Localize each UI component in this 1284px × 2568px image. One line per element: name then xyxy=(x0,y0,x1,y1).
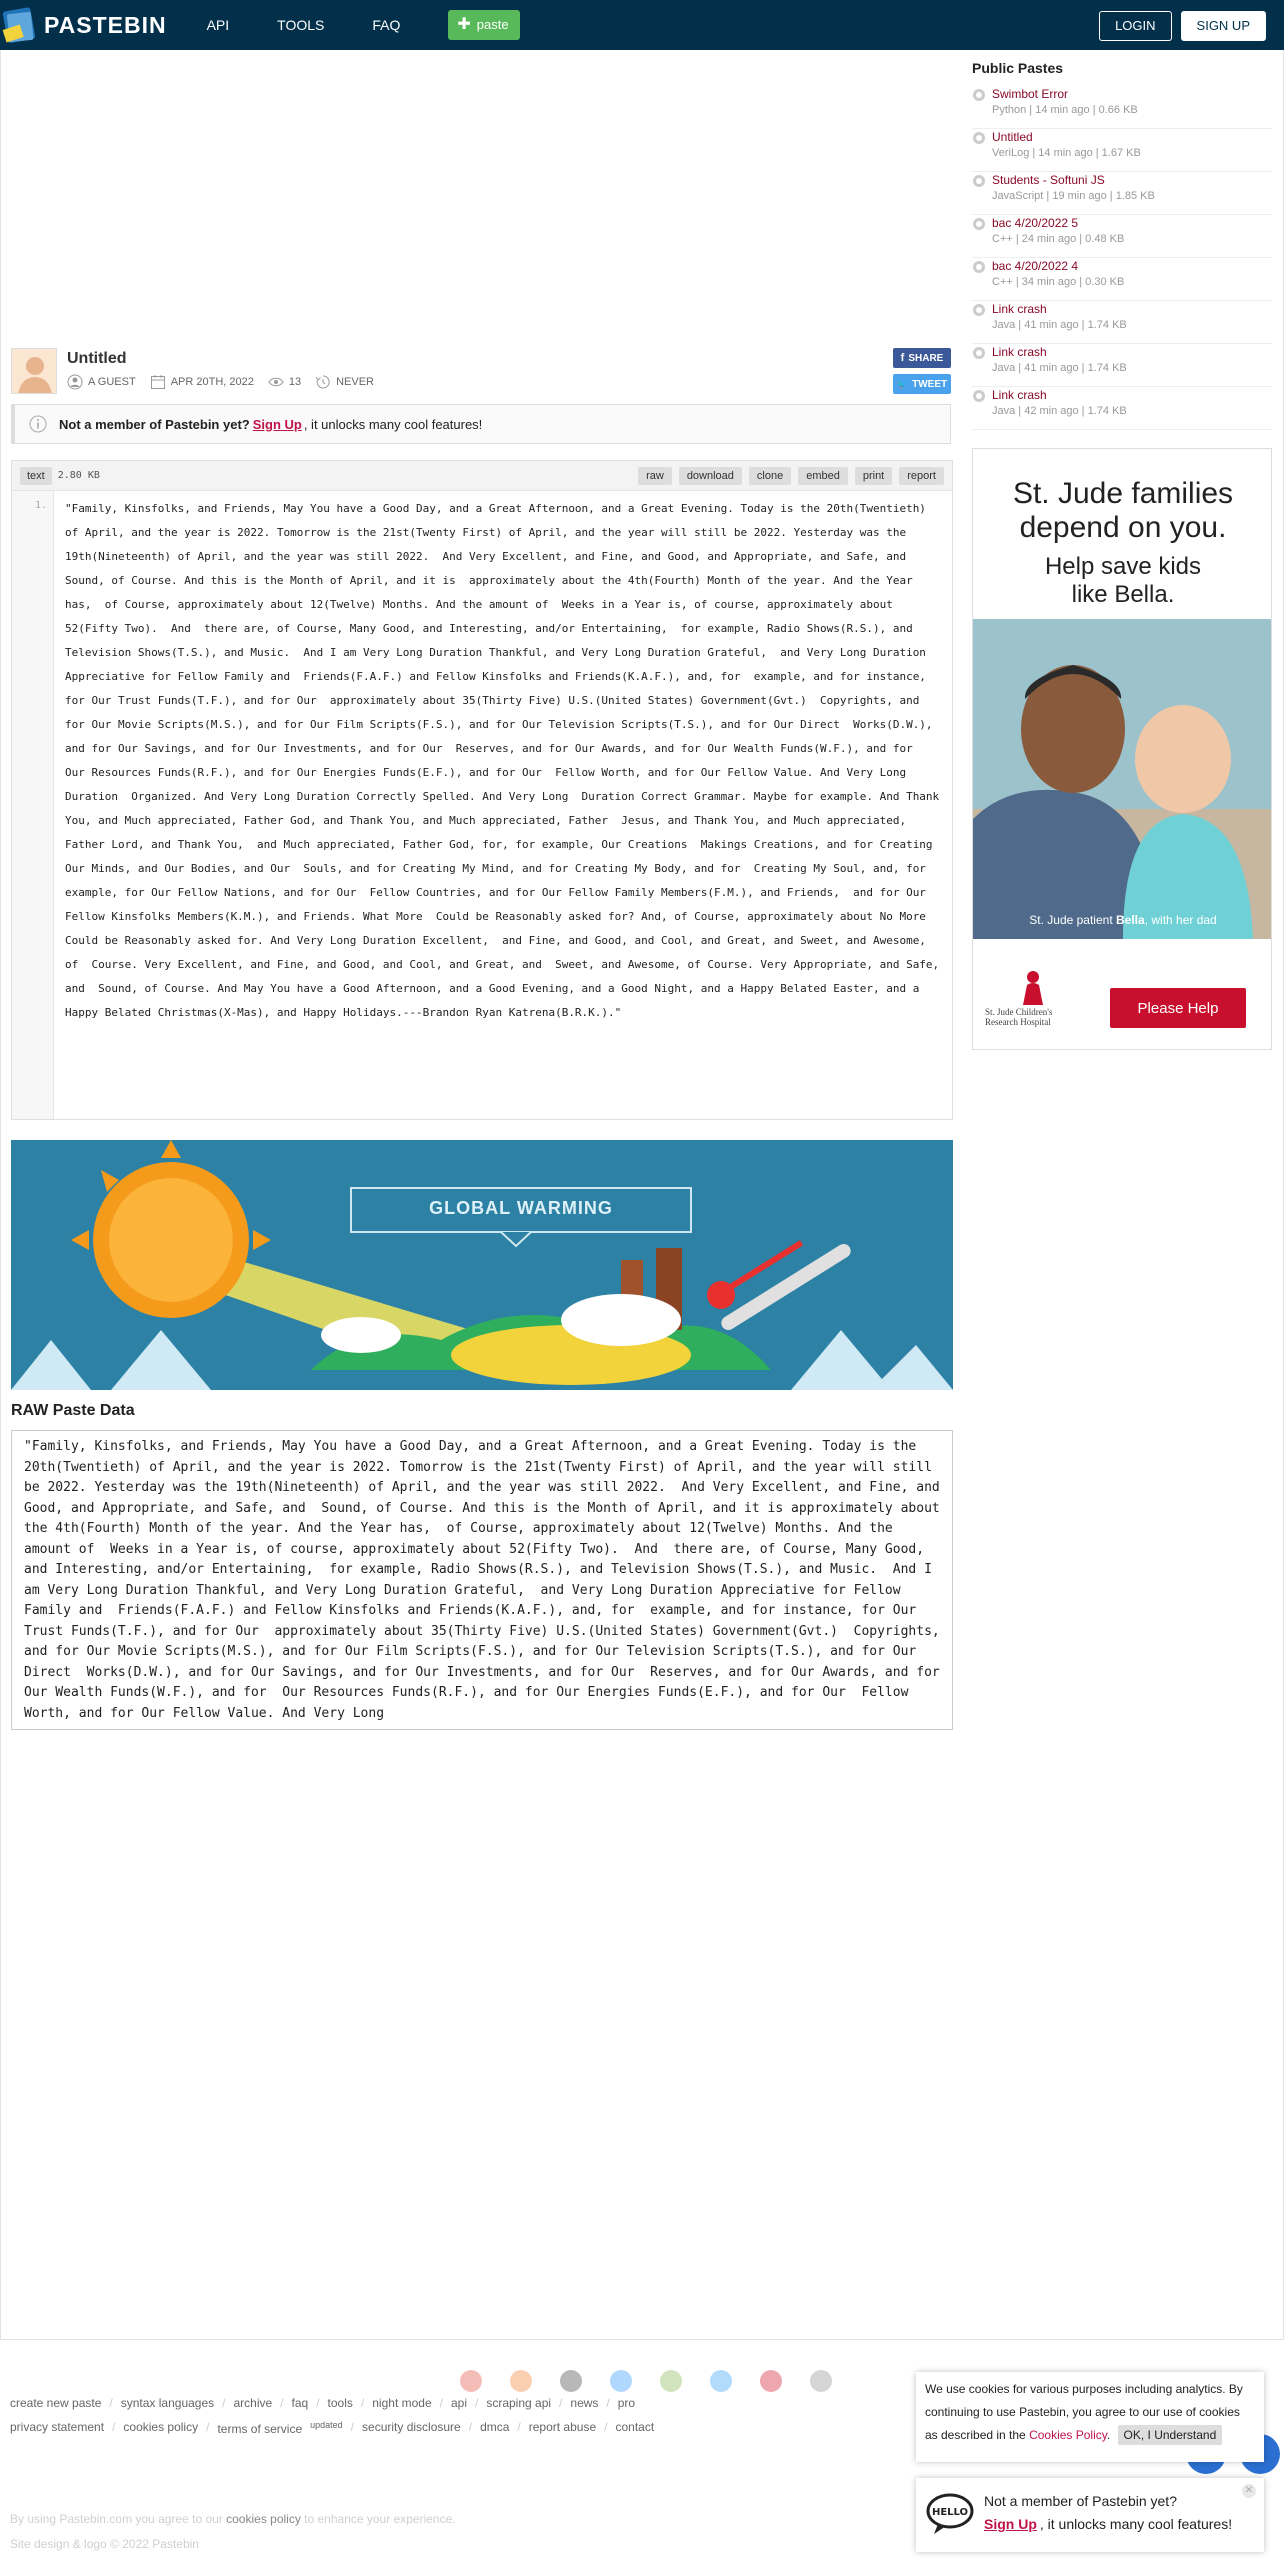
ad-headline-4: like Bella. xyxy=(1071,581,1175,608)
public-paste-name[interactable]: bac 4/20/2022 4 xyxy=(992,259,1079,273)
public-paste-item[interactable] xyxy=(972,301,1272,344)
footer-link[interactable]: syntax languages xyxy=(120,2396,215,2410)
ad-photo xyxy=(973,619,1272,939)
public-paste-name[interactable]: bac 4/20/2022 5 xyxy=(992,216,1079,230)
hello-bubble-icon xyxy=(926,2492,974,2536)
st-jude-ad[interactable] xyxy=(972,448,1272,1050)
paste-globe-icon xyxy=(972,260,986,274)
line-number: 1. xyxy=(34,500,47,511)
cookie-text: We use cookies for various purposes including analytics. By continuing to use Pastebin, you agree to our use of cookies as described in the xyxy=(925,2382,1243,2442)
browser-extensions xyxy=(460,2370,860,2392)
ad-caption-post: , with her dad xyxy=(1144,913,1217,927)
public-paste-name[interactable]: Link crash xyxy=(992,345,1047,359)
info-icon xyxy=(29,415,47,433)
views-meta xyxy=(268,374,301,390)
paste-date: APR 20TH, 2022 xyxy=(170,376,254,388)
top-header xyxy=(0,0,1284,50)
please-help-button[interactable]: Please Help xyxy=(1110,988,1246,1028)
date-meta xyxy=(150,374,254,390)
footer-link[interactable]: news xyxy=(570,2396,599,2410)
paste-content[interactable]: "Family, Kinsfolks, and Friends, May You have a Good Day, and a Great Afternoon, and a Great Evening. Today is the 20th(Twentieth) of April, and the year is 2022. Tomorrow is the 21st(Twenty First) of April, and the year will still be 2022. Yesterday was the 19th(Nineteenth) of April, and the year was still 2022. And Very Excellent, and Fine, and Good, and Appropriate, and Safe, and Sound, of Course. And this is the Month of April, and it is approximately about the 4th(Fourth) Month of the year. And the Year has, of Course, approximately about 12(Twelve) Months. And the amount of Weeks in a Year is, of course, approximately about 52(Fifty Two). And there are, of Course, Many Good, and Interesting, and/or Entertaining, for example, Radio Shows(R.S.), and Television Shows(T.S.), and Music. And I am Very Long Duration Thankful, and Very Long Duration Grateful, and Very Long Duration Appreciative for Fellow Family and Friends(F.A.F.) and Fellow Kinsfolks and Friends(K.A.F.), and, for example, and for instance, for Our Trust Funds(T.F.), and for Our approximately about 35(Thirty Five) U.S.(United States) Government(Gvt.) Copyrights, and for Our Movie Scripts(M.S.), and for Our Film Scripts(F.S.), and for Our Television Scripts(T.S.), and for Our Direct Works(D.W.), and for Our Savings, and for Our Investments, and for Our Reserves, and for Our Awards, and for Our Wealth Funds(W.F.), and for Our Resources Funds(R.F.), and for Our Energies Funds(E.F.), and for Our Fellow Worth, and for Our Fellow Value. And Very Long Duration Organized. And Very Long Duration Correctly Spelled. And Very Long Duration Correct Grammar. Maybe for example. And Thank You, and Much appreciated, Father God, and Thank You, and Much appreciated, Father Jesus, and Thank You, and Much appreciated, Father Lord, and Thank You, and Much appreciated, Father God, for, for example, Our Creations Makings Creations, and for Creating Our Minds, and Our Bodies, and Our Souls, and for Creating My Mind, and for Creating My Body, and for Creating My Soul, and, for example, for Our Fellow Nations, and for Our Fellow Countries, and for Our Fellow Family Members(F.M.), and Friends, and for Our Fellow Kinsfolks Members(K.M.), and Friends. What More Could be Reasonably asked for? And, of Course, approximately about No More Could be Reasonably asked for. And Very Long Duration Excellent, and Fine, and Good, and Cool, and Great, and Sweet, and Awesome, of Course. Very Excellent, and Fine, and Good, and Cool, and Great, and Sweet, and Awesome, of Course. Very Appropriate, and Safe, and Sound, of Course. And May You have a Good Afternoon, and a Good Evening, and a Good Night, and a Happy Belated Easter, and a Happy Belated Christmas(X-Mas), and Happy Holidays.---Brandon Ryan Katrena(B.R.K.)." xyxy=(65,502,946,1019)
author-meta xyxy=(67,374,136,390)
footer-link[interactable]: cookies policy xyxy=(123,2420,199,2434)
nav-tools[interactable]: TOOLS xyxy=(277,17,325,33)
svg-text:HELLO: HELLO xyxy=(931,2507,969,2518)
twitter-icon: 🐦 xyxy=(896,378,909,389)
public-paste-name[interactable]: Students - Softuni JS xyxy=(992,173,1105,187)
public-pastes-title: Public Pastes xyxy=(972,60,1064,76)
notice-text: Not a member of Pastebin yet? xyxy=(59,416,250,432)
embed-button[interactable]: embed xyxy=(798,467,848,485)
footer-copyright: Site design & logo © 2022 Pastebin xyxy=(10,2537,199,2551)
notice-signup-link[interactable]: Sign Up xyxy=(252,416,302,432)
paste-globe-icon xyxy=(972,131,986,145)
signup-popup xyxy=(916,2478,1264,2552)
ad-headline-3: Help save kids xyxy=(1044,553,1202,580)
paste-meta xyxy=(67,374,388,390)
public-paste-item[interactable] xyxy=(972,172,1272,215)
footer-link[interactable]: pro xyxy=(617,2396,636,2410)
ad-headline-2: depend on you. xyxy=(1019,511,1227,544)
cookie-consent: We use cookies for various purposes including analytics. By continuing to use Pastebin, you agree to our use of cookies as described in the Cookies Policy. OK, I Understand xyxy=(916,2372,1264,2462)
public-paste-meta: Java | 41 min ago | 1.74 KB xyxy=(992,319,1127,331)
paste-globe-icon xyxy=(972,217,986,231)
public-paste-meta: Java | 42 min ago | 1.74 KB xyxy=(992,405,1127,417)
footer-link[interactable]: api xyxy=(450,2396,467,2410)
paste-globe-icon xyxy=(972,346,986,360)
footer-link[interactable]: faq xyxy=(291,2396,309,2410)
syntax-tag[interactable]: text xyxy=(20,467,52,485)
nav-api[interactable]: API xyxy=(206,17,230,33)
expiry-icon xyxy=(315,374,331,390)
footer-note-pre: By using Pastebin.com you agree to our xyxy=(10,2512,227,2526)
public-paste-meta: JavaScript | 19 min ago | 1.85 KB xyxy=(992,190,1155,202)
mac-icon[interactable] xyxy=(710,2370,732,2392)
global-warming-illustration xyxy=(11,1140,953,1390)
footer-links-row1: create new paste / syntax languages / archive / faq / tools / night mode / api / scraping api / news / pro xyxy=(10,2396,636,2410)
top-ad-space xyxy=(11,50,953,340)
auth-buttons xyxy=(1099,11,1266,41)
public-paste-item[interactable] xyxy=(972,258,1272,301)
footer-link[interactable]: tools xyxy=(327,2396,353,2410)
public-paste-meta: Java | 41 min ago | 1.74 KB xyxy=(992,362,1127,374)
pastebin-logo[interactable] xyxy=(2,5,167,45)
report-button[interactable]: report xyxy=(899,467,944,485)
expiry-meta xyxy=(315,374,374,390)
firefox-icon[interactable] xyxy=(510,2370,532,2392)
st-jude-logo-text xyxy=(985,1007,1052,1027)
popup-rest: , it unlocks many cool features! xyxy=(1039,2516,1233,2532)
updated-badge: updated xyxy=(310,2420,343,2430)
paste-title: Untitled xyxy=(67,350,127,367)
plus-icon: ✚ xyxy=(457,16,471,33)
code-toolbar xyxy=(12,461,952,491)
facebook-share-button[interactable] xyxy=(893,348,951,368)
footer-link[interactable]: security disclosure xyxy=(362,2420,461,2434)
public-paste-name[interactable]: Untitled xyxy=(992,130,1033,144)
footer-link[interactable]: report abuse xyxy=(528,2420,597,2434)
popup-subtitle xyxy=(984,2516,1232,2532)
raw-button[interactable]: raw xyxy=(638,467,672,485)
public-paste-meta: C++ | 34 min ago | 0.30 KB xyxy=(992,276,1125,288)
ios-icon[interactable] xyxy=(560,2370,582,2392)
eye-icon xyxy=(268,374,284,390)
public-paste-meta: VeriLog | 14 min ago | 1.67 KB xyxy=(992,147,1141,159)
android-icon[interactable] xyxy=(660,2370,682,2392)
paste-globe-icon xyxy=(972,88,986,102)
st-jude-logo-line-2: Research Hospital xyxy=(985,1017,1051,1027)
logo-text: PASTEBIN xyxy=(44,11,167,38)
main-nav xyxy=(207,17,449,33)
code-body xyxy=(12,491,952,1119)
chrome-icon[interactable] xyxy=(460,2370,482,2392)
footer-cookie-note xyxy=(10,2512,456,2526)
ad-headline-1: St. Jude families xyxy=(1012,477,1234,510)
new-paste-button[interactable] xyxy=(448,10,519,40)
close-icon[interactable]: ✕ xyxy=(1242,2484,1256,2498)
paste-code-box xyxy=(11,460,953,1120)
paste-size: 2.80 KB xyxy=(57,470,100,481)
paste-globe-icon xyxy=(972,303,986,317)
terms-label: terms of service xyxy=(217,2422,303,2436)
public-paste-item[interactable] xyxy=(972,215,1272,258)
footer-link[interactable]: privacy statement xyxy=(10,2420,105,2434)
footer-links-row2: privacy statement / cookies policy / terms of service $^{updated}$ / security disclosure / dmca / report abuse / contact xyxy=(10,2420,655,2436)
public-paste-item[interactable] xyxy=(972,387,1272,430)
facebook-icon: f xyxy=(900,352,905,364)
public-paste-name[interactable]: Swimbot Error xyxy=(992,87,1069,101)
twitter-tweet-button[interactable] xyxy=(893,374,951,394)
paste-expiry: NEVER xyxy=(336,376,374,388)
public-pastes-list xyxy=(972,86,1272,430)
paste-info xyxy=(11,348,953,448)
footer-link[interactable] xyxy=(217,2420,342,2436)
tweet-label: TWEET xyxy=(912,378,948,390)
user-icon xyxy=(67,374,83,390)
raw-paste-title: RAW Paste Data xyxy=(11,1402,135,1419)
st-jude-logo-icon xyxy=(1013,967,1053,1007)
ad-caption-name: Bella xyxy=(1116,913,1145,927)
st-jude-logo-line-1: St. Jude Children's xyxy=(985,1007,1053,1017)
footer-link[interactable]: night mode xyxy=(372,2396,432,2410)
sidebar xyxy=(972,60,1272,430)
calendar-icon xyxy=(150,374,166,390)
ad-caption-pre: St. Jude patient xyxy=(1029,913,1116,927)
footer-cookies-link[interactable]: cookies policy xyxy=(226,2512,301,2526)
signup-button[interactable]: SIGN UP xyxy=(1181,11,1266,41)
public-paste-item[interactable] xyxy=(972,129,1272,172)
new-paste-label: paste xyxy=(476,17,509,32)
footer-link[interactable]: create new paste xyxy=(10,2396,102,2410)
paste-views: 13 xyxy=(288,376,302,388)
cookie-ok-button[interactable]: OK, I Understand xyxy=(1118,2425,1223,2445)
footer-link[interactable]: contact xyxy=(615,2420,655,2434)
line-numbers xyxy=(12,491,54,1119)
global-warming-banner[interactable] xyxy=(11,1140,953,1390)
public-paste-name[interactable]: Link crash xyxy=(992,302,1047,316)
user-silhouette-icon xyxy=(12,349,57,394)
ad-caption xyxy=(973,913,1272,927)
share-label: SHARE xyxy=(908,352,944,364)
footer-link[interactable]: archive xyxy=(233,2396,273,2410)
footer-link[interactable]: scraping api xyxy=(486,2396,552,2410)
paste-globe-icon xyxy=(972,389,986,403)
clone-button[interactable]: clone xyxy=(749,467,791,485)
windows-icon[interactable] xyxy=(610,2370,632,2392)
banner-title: GLOBAL WARMING xyxy=(429,1198,613,1218)
opera-icon[interactable] xyxy=(760,2370,782,2392)
popup-title: Not a member of Pastebin yet? xyxy=(984,2493,1177,2509)
pastebin-logo-icon xyxy=(2,5,38,45)
linux-icon[interactable] xyxy=(810,2370,832,2392)
footer-note-post: to enhance your experience. xyxy=(300,2512,456,2526)
footer-link[interactable]: dmca xyxy=(480,2420,510,2434)
member-notice xyxy=(11,404,951,444)
notice-rest: , it unlocks many cool features! xyxy=(303,416,483,432)
cookie-policy-link[interactable]: Cookies Policy xyxy=(1029,2428,1107,2442)
code-tools xyxy=(631,467,944,485)
public-paste-meta: Python | 14 min ago | 0.66 KB xyxy=(992,104,1138,116)
raw-paste-textarea[interactable]: "Family, Kinsfolks, and Friends, May You have a Good Day, and a Great Afternoon, and a Great Evening. Today is the 20th(Twentieth) of April, and the year is 2022. Tomorrow is the 21st(Twenty First) of April, and the year will still be 2022. Yesterday was the 19th(Nineteenth) of April, and the year was still 2022. And Very Excellent, and Fine, and Good, and Appropriate, and Safe, and Sound, of Course. And this is the Month of April, and it is approximately about the 4th(Fourth) Month of the year. And the Year has, of Course, approximately about 12(Twelve) Months. And the amount of Weeks in a Year is, of course, approximately about 52(Fifty Two). And there are, of Course, Many Good, and Interesting, and/or Entertaining, for example, Radio Shows(R.S.), and Television Shows(T.S.), and Music. And I am Very Long Duration Thankful, and Very Long Duration Grateful, and Very Long Duration Appreciative for Fellow Family and Friends(F.A.F.) and Fellow Kinsfolks and Friends(K.A.F.), and, for example, and for instance, for Our Trust Funds(T.F.), and for Our approximately about 35(Thirty Five) U.S.(United States) Government(Gvt.) Copyrights, and for Our Movie Scripts(M.S.), and for Our Film Scripts(F.S.), and for Our Television Scripts(T.S.), and for Our Direct Works(D.W.), and for Our Savings, and for Our Investments, and for Our Reserves, and for Our Awards, and for Our Wealth Funds(W.F.), and for Our Resources Funds(R.F.), and for Our Energies Funds(E.F.), and for Our Fellow Worth, and for Our Fellow Value. And Very Long xyxy=(11,1430,953,1730)
print-button[interactable]: print xyxy=(855,467,892,485)
public-paste-meta: C++ | 24 min ago | 0.48 KB xyxy=(992,233,1125,245)
nav-faq[interactable]: FAQ xyxy=(372,17,401,33)
public-paste-item[interactable] xyxy=(972,86,1272,129)
guest-avatar xyxy=(11,348,57,394)
paste-globe-icon xyxy=(972,174,986,188)
public-paste-item[interactable] xyxy=(972,344,1272,387)
public-paste-name[interactable]: Link crash xyxy=(992,388,1047,402)
login-button[interactable]: LOGIN xyxy=(1099,11,1171,41)
author-name[interactable]: A GUEST xyxy=(88,376,136,388)
download-button[interactable]: download xyxy=(679,467,742,485)
popup-signup-link[interactable]: Sign Up xyxy=(984,2516,1037,2532)
